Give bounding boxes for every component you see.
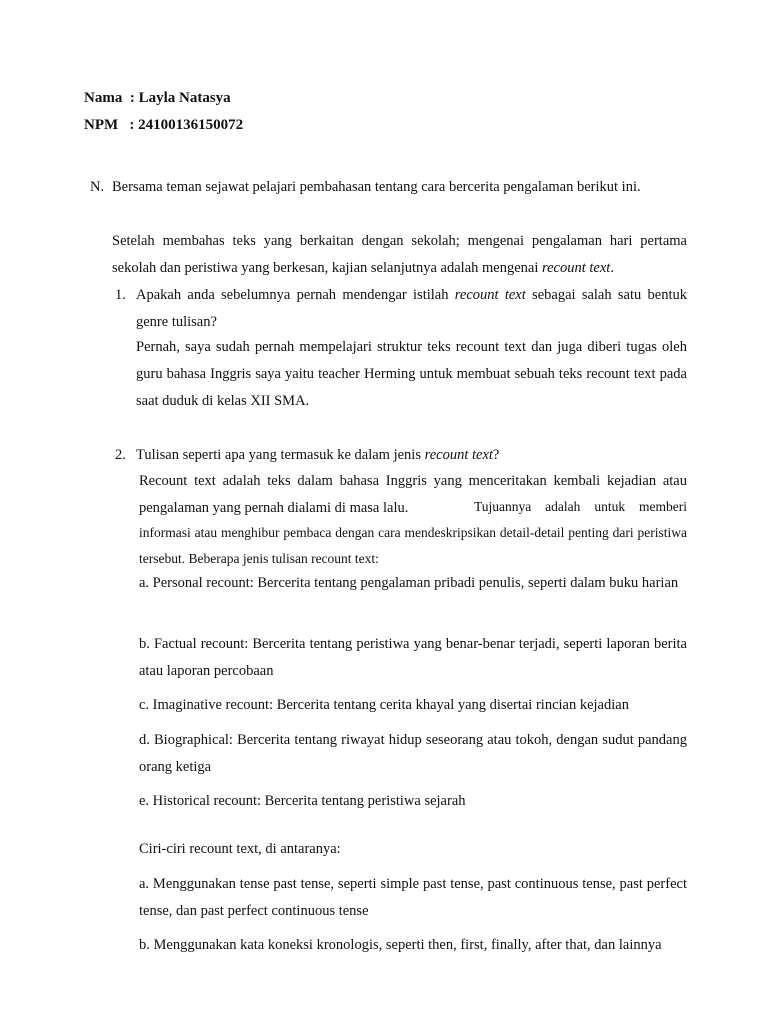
recount-type-imaginative: c. Imaginative recount: Bercerita tentang cerita khayal yang disertai rincian kejadian: [139, 697, 629, 713]
context-prefix: Setelah membahas teks yang berkaitan dengan sekolah; mengenai pengalaman hari pertama sekolah dan peristiwa yang berkesan, kajian selanjutnya adalah mengenai: [112, 233, 687, 276]
recount-type-personal: a. Personal recount: Bercerita tentang pengalaman pribadi penulis, seperti dalam buku harian: [139, 575, 679, 591]
q1-term: recount text: [454, 287, 526, 303]
trait-past-tense: a. Menggunakan tense past tense, seperti simple past tense, past continuous tense, past perfect tense, dan past perfect continuous tense: [139, 876, 687, 919]
q2-term: recount text: [424, 447, 493, 463]
section-intro: Bersama teman sejawat pelajari pembahasan tentang cara bercerita pengalaman berikut ini.: [112, 179, 641, 195]
section-marker: N.: [90, 179, 105, 195]
question-1-number: 1.: [115, 287, 126, 303]
answer-2-purpose: Tujuannya adalah untuk memberi informasi atau menghibur pembaca dengan cara mendeskripsikan detail-detail penting dari peristiwa tersebut. Beberapa jenis tulisan recount text:: [139, 499, 687, 566]
context-term: recount text: [542, 260, 611, 276]
answer-1: Pernah, saya sudah pernah mempelajari struktur teks recount text dan juga diberi tugas oleh guru bahasa Inggris saya yaitu teacher Herming untuk membuat sebuah teks recount text pada saat duduk di kelas XII SMA.: [136, 339, 687, 409]
q2-prefix: Tulisan seperti apa yang termasuk ke dalam jenis: [136, 447, 425, 463]
recount-type-historical: e. Historical recount: Bercerita tentang peristiwa sejarah: [139, 793, 466, 809]
recount-type-factual: b. Factual recount: Bercerita tentang peristiwa yang benar-benar terjadi, seperti laporan berita atau laporan percobaan: [139, 636, 687, 679]
recount-type-biographical: d. Biographical: Bercerita tentang riwayat hidup seseorang atau tokoh, dengan sudut pandang orang ketiga: [139, 732, 687, 775]
question-2-number: 2.: [115, 447, 126, 463]
q1-prefix: Apakah anda sebelumnya pernah mendengar istilah: [136, 287, 455, 303]
q2-suffix: ?: [492, 447, 500, 463]
context-suffix: .: [610, 260, 614, 276]
traits-heading: Ciri-ciri recount text, di antaranya:: [139, 841, 341, 857]
answer-2-definition: Recount text adalah teks dalam bahasa Inggris yang menceritakan kembali kejadian atau pengalaman yang pernah dialami di masa lalu.: [139, 473, 687, 516]
section-context: [112, 228, 687, 282]
student-npm-line: NPM : 24100136150072: [84, 117, 244, 133]
trait-connectives: b. Menggunakan kata koneksi kronologis, seperti then, first, finally, after that, dan lainnya: [139, 937, 662, 953]
q1-suffix: sebagai salah satu bentuk genre tulisan?: [136, 287, 688, 330]
question-1-text: [136, 282, 687, 336]
question-2-text: [136, 442, 687, 469]
student-name-line: Nama : Layla Natasya: [84, 90, 231, 106]
